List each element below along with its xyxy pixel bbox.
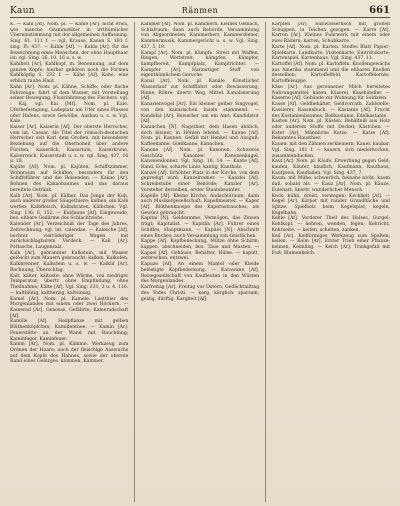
entry-paragraph: Kamel [Ar]. Nom. pl. Kamele. Lastthier des Morgenlandes mit einem oder zwei Höckern. — Kamerad [Ar]. Genosse, Gefährte; Kameradschaft [Af]. xyxy=(10,296,129,319)
entry-paragraph: Kaninchen [N]. Nagethier, dem Hasen ähnlich, doch kleiner, in Höhlen lebend. — Kanne [Af]. Nom. pl. Kannen. Gefäß mit Henkel und Ausguß; Kaffeekanne, Gießkanne, Kännchen. xyxy=(140,124,260,148)
page-number: 661 xyxy=(369,5,390,16)
entry-paragraph: Kapuze [Af]. An einem Mantel oder Kleide befestigte Kopfbedeckung. — Karawane [Af]. Reisegesellschaft von Kaufleuten in den Wüsten des Morgenlandes. xyxy=(140,262,260,285)
column-divider xyxy=(265,22,266,502)
entry-paragraph: Kalk [Ar]. gebrannter Kalkstein, mit Wasser gelöscht zum Mauern gebraucht; kalken, Kalkofen, Kalkbrenner, Kalkstein u. s. w. — Kalkül [Ar]. Rechnung, Überschlag. xyxy=(10,250,129,273)
entry-paragraph: Kalb [Ar]. Nom. pl. Kälber. Das Junge der Kuh, auch anderer großer Säugethiere; kalben, ein Kalb werfen; Kalbfleisch, Kalbsbraten, Kälbchen. Vgl. Sing. 136, 6, 152. — Kaldaune [Af]. Eingeweide, bes. eßbare Gedärme des Schlachtviehs. xyxy=(10,193,129,222)
page-header xyxy=(10,5,390,18)
entry-paragraph: Kalt, kälter, kälteste: ohne Wärme, von niedriger Temperatur; übertr. ohne Empfindung, ohne Theilnahme; Kälte [Af]. Vgl. Sing. 231, 3 u. 4. 116. — kaltblütig, kaltherzig, kaltsinnig. xyxy=(10,273,129,296)
entry-paragraph: Kahn [Ar]. Nom. pl. Kähne, Schiffe, oder flache Fahrzeuge: fahrt uf dem Wasser, mit Vorstellung seiner Bewegung, Flussfahrzeug des Fischers. vgl. ⸗ Kaj, vgl. Kai [Mf]. Nom. pl. Kaie. Uferbefestigung, Ladeplatz am Ufer eines Flusses oder Hafens, sowie Gewölbe, Ausbau u. s. w. Vgl. Kaie. xyxy=(10,84,129,125)
column-2 xyxy=(141,22,259,502)
entry-paragraph: Kanzel [Af]. Erhöhter Platz in der Kirche, von dem gepredigt wird; Kanzelredner. — Kanzlei [Af]. Schreibstube einer Behörde; Kanzler [Ar]. Vorsteher derselben, erster Staatsbeamter. xyxy=(140,170,260,193)
entry-paragraph: Kapital [N]. Geldsumme, Vermögen, das Zinsen trägt; Kapitalist. — Kapitän [Ar]. Führer eines Schiffes, Hauptmann. — Kapitel [N]. Abschnitt eines Buches; auch Versammlung von Geistlichen. xyxy=(140,216,260,239)
entry-paragraph: Karfreitag [Ar]. Freitag vor Ostern, Gedächtnißtag des Todes Christi. — karg, kärglich: sparsam, geizig, dürftig; Kargheit [Af]. xyxy=(140,285,260,302)
entry-paragraph: Käse [Ar]. Aus geronnener Milch bereitetes Nahrungsmittel; käsen, Käserei, Käsehändler. — Kaserne [Af]. Gebäude zur Wohnung für Soldaten. xyxy=(271,84,390,102)
entry-paragraph: Kahlheit [Ar]. Kahlkopf, m. Benennung, auf dem ganzen Kopfe; hierher gehören noch die Formen Kahlköpfig S. 232 f. — Kähe [Af]. Kahe, eine erblich rauhe Haut. xyxy=(10,62,129,85)
entry-paragraph: Kamille [Af]. Heilpflanze mit gelben Blüthenköpfchen; Kamillenthee. — Kamin [Ar]. Feuerstätte an der Wand mit Rauchfang; Kaminfeger, Kaminfeuer. xyxy=(10,319,129,342)
entry-paragraph: Kampf [Ar]. Nom. pl. Kämpfe. Streit mit Waffen, Ringen, Wettstreit; kämpfen, Kämpfer, kampfbereit, Kampfplatz, Kampfrichter. — Kampfer [Ar]. Harzartiger Stoff von eigenthümlichem Geruche. xyxy=(140,50,260,79)
header-left-catchword: Kaun xyxy=(10,6,35,16)
entry-paragraph: Kalender [Ar]. Verzeichniß der Tage des Jahres, Zeitrechnung; vgl. lat. calendae. — Kalesche [Af]. leichter vierräderiger Wagen mit zurückschlagbarem Verdeck. — Kali [Ar]. Pottasche, Laugensalz. xyxy=(10,222,129,251)
column-divider xyxy=(134,22,135,502)
entry-paragraph: Kammer [Af]. Nom. pl. Kammern. Kleines Gemach, Schlafraum; dann auch Behörde, Versammlung von Abgeordneten; Kammerherr, Kammerdiener, Kammermusik, Kammergericht u. s. w. Vgl. Sing. 437, 5, 19. xyxy=(140,22,260,50)
text-columns xyxy=(10,22,390,502)
entry-paragraph: K. — Kahl [Af]. Nom. pl. — Kahle [Ar]. nicht etwa, wie manche Grammatiker in irrthümlicher Übereinstimmung mit der allgemeinen Auffassung, Sing. 61. 111 f. — vgl. Krause, Kauen S. 181 f. sing. Pl. 437. — Kahle [Af]. — Kahle [Ar]. für die Bezeichnung eines Menschen, der ohne Haupthaar ist: vgl. Sing. 36, 10, 16 u. s. w. xyxy=(10,22,129,62)
entry-paragraph: Kauf [Ar]. Nom. pl. Käufe. Erwerbung gegen Geld; kaufen, Käufer, käuflich, Kaufmann, Kaufhaus, Kaufpreis, Kaufladen. Vgl. Sing. 437, 7. xyxy=(271,159,390,176)
entry-paragraph: Kartoffel [Af]. Nom. pl. Kartoffeln. Knollengewächs aus Amerika stammend und die eßbaren Knollen desselben; Kartoffelfeld, Kartoffelernte, Kartoffelsuppe. xyxy=(271,62,390,85)
entry-paragraph: Kappe [Af]. Kopfbedeckung, Mütze ohne Schirm; kappen, abschneiden, bes. Taue und Masten. — Kapsel [Af]. Gehäuse, Behälter, Hülse. — kaputt, zerbrochen, entzwei. xyxy=(140,239,260,262)
entry-paragraph: Kasten [Ar]. Nom. pl. Kästen. Behältniß aus Holz oder anderem Stoffe mit Deckel; Kästchen. — Kater [Ar]. Männliche Katze. — Katze [Af]. Bekanntes Hausthier. xyxy=(271,119,390,142)
entry-paragraph: Karpfen [Ar]. Süßwasserfisch mit großen Schuppen, in Teichen gezogen. — Karre [Af]. Karren [Ar]. Kleines Fuhrwerk mit einem oder zwei Rädern; karren, Schubkarre. xyxy=(271,22,390,45)
header-center-catchword: Ränmen xyxy=(181,6,219,15)
entry-paragraph: Kanarienvogel [Ar]. Ein kleiner gelber Singvogel, von den kanarischen Inseln stammend. — Kandidat [Ar]. Bewerber um ein Amt; Kandidatur [Af]. xyxy=(140,102,260,125)
entry-paragraph: Kaiser [Ar]. Kaiserin [Af]. Der oberste Herrscher, vom lat. Caesar. Als Titel der römisch-deutschen Herrscher seit Karl dem Großen, mit besonderer Beziehung auf die Oberhoheit über andere Fürsten; kaiserlich, Kaisertum, Kaiserkrone, Kaiserreich, Kaiserstadt u. s. w. vgl. Sing. 437, 16 u. 18. xyxy=(10,124,129,165)
column-1 xyxy=(10,22,128,502)
entry-paragraph: Keck: kühn, dreist, verwegen; Keckheit [Af]. — Kegel [Ar]. Körper mit runder Grundfläche und Spitze; Spielholz beim Kegelspiel; kegeln, Kegelbahn. xyxy=(271,193,390,216)
entry-paragraph: Kapelle [Af]. Kleine Kirche, Andachtsraum; dann auch Musikergesellschaft; Kapellmeister. — Kaper [Af]. Blüthenknospe des Kapernstrauches, als Gewürz gebraucht. xyxy=(140,193,260,216)
entry-paragraph: Kaum: mit Mühe, schwerlich, beinahe nicht; kaum daß, sobald als. — Kauz [Ar]. Nom. pl. Käuze. Eulenart; übertr. wunderlicher Mensch. xyxy=(271,176,390,193)
entry-paragraph: Kanal [Ar]. Nom. pl. Kanäle. Künstlicher Wasserlauf zur Schifffahrt oder Bewässerung; Rinne, Röhre; übertr. Weg, Mittel. Kanalisierung [Af]. xyxy=(140,79,260,102)
entry-paragraph: Karte [Af]. Nom. pl. Karten. Steifes Blatt Papier; Spielkarte, Landkarte, Visitenkarte, Eintrittskarte; Kartenspiel, Kartenhaus. Vgl. Sing. 437, 11. xyxy=(271,44,390,62)
entry-paragraph: Kehle [Af]. Vorderer Theil des Halses, Gurgel; Kehlkopf. — kehren, wenden, fegen; Kehricht, Kehrseite. — keifen, schelten, zanken. xyxy=(271,216,390,233)
entry-paragraph: Kauen: mit den Zähnen zerkleinern; Kauer, kaubar. Vgl. Sing. 181 f. — kauern, sich niederhocken, zusammenducken. xyxy=(271,142,390,159)
entry-paragraph: Kasse [Af]. Geldbehälter, Geldvorrath, Zahlstelle; Kassierer, Kassenbuch. — Kastanie [Af]. Frucht des Kastanienbaumes; Roßkastanie, Edelkastanie. xyxy=(271,102,390,119)
column-3 xyxy=(272,22,390,502)
entry-paragraph: Kamm [Ar]. Nom. pl. Kämme. Werkzeug zum Ordnen der Haare; auch der fleischige Auswuchs auf dem Kopfe des Hahnes, sowie der oberste Rand eines Gebirges. kämmen, Kämmer. xyxy=(10,342,129,365)
entry-paragraph: Kanone [Af]. Nom. pl. Kanonen. Schweres Geschütz; Kanonier, Kanonenkugel, Kanonendonner. Vgl. Sing. 16, 14. — Kante [Af]. Rand, Ecke, scharfe Linie; kantig, Kantholz. xyxy=(140,147,260,170)
entry-paragraph: Keil [Ar]. Keilförmiges Werkzeug zum Spalten; keilen. — Keim [Ar]. Erster Trieb einer Pflanze; keimen, Keimling. — Kelch [Ar]. Trinkgefäß mit Fuß; Blumenkelch. xyxy=(271,233,390,256)
entry-paragraph: Kajüte [Af]. Nom. pl. Kajüten, Schiffszimmer, Wohnraum auf Schiffen, besonders für den Schiffsführer und die Reisenden. — Kakao [Ar]. Bohnen des Kakaobaumes und das daraus bereitete Getränk. xyxy=(10,164,129,193)
